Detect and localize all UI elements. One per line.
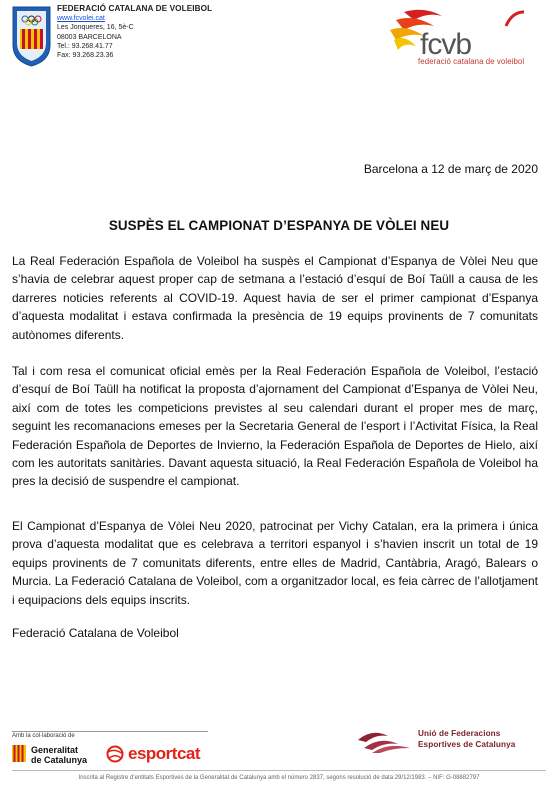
letter-title: SUSPÈS EL CAMPIONAT D’ESPANYA DE VÒLEI NEU [108, 218, 450, 233]
phone-line: Tel.: 93.268.41.77 [57, 42, 113, 50]
ufec-wordmark [418, 729, 515, 750]
postal-city-line: 08003 BARCELONA [57, 33, 122, 41]
collaboration-label: Amb la col·laboració de [12, 733, 75, 739]
fax-line: Fax: 93.268.23.36 [57, 52, 114, 60]
esportcat-wordmark: esportcat [128, 744, 201, 763]
federation-seal-icon [10, 5, 53, 67]
generalitat-line2: de Catalunya [31, 754, 88, 765]
paragraph-3: El Campionat d’Espanya de Vòlei Neu 2020, patrocinat per Vichy Catalan, era la primera i única prova d’aquesta modalitat que es celebrava a territori espanyol i s’havien inscrit un total de 19 equips provinents de 7 comunitats diferents, entre elles de Madrid, Cantàbria, Aragó, Balears o Murcia. La Federació Catalana de Voleibol, com a organitzador local, es feia càrrec de l’allotjament i equipacions dels equips inscrits. [12, 519, 538, 607]
footer-divider [12, 731, 208, 732]
ufec-logo-icon [358, 728, 410, 753]
ufec-line2: Esportives de Catalunya [418, 739, 516, 749]
logo-red-arc-icon [504, 10, 526, 28]
organization-name: FEDERACIÓ CATALANA DE VOLEIBOL [57, 4, 213, 13]
paragraph-1: La Real Federación Española de Voleibol ha suspès el Campionat d’Espanya de Vòlei Neu que s’havia de celebrar aquest proper cap de setmana a l’estació d’esquí de Boí Taüll a causa de les darreres noticies referents al COVID-19. Aquest havia de ser el primer campionat d’Espanya d’aquesta modalitat i estava confirmada la presència de 19 equips provinents de 7 comunitats autònomes diferents. [12, 254, 538, 342]
ufec-line1: Unió de Federacions [418, 729, 501, 738]
fcvb-wordmark: fcvb [420, 28, 472, 61]
organization-address-block [57, 4, 212, 60]
letter-date: Barcelona a 12 de març de 2020 [363, 162, 538, 176]
generalitat-logo-icon [12, 745, 26, 762]
fcvb-logo [384, 6, 544, 68]
generalitat-line1: Generalitat [31, 745, 79, 755]
letter-signature: Federació Catalana de Voleibol [12, 626, 179, 640]
generalitat-wordmark [31, 746, 87, 765]
paragraph-2: Tal i com resa el comunicat oficial emès per la Real Federación Española de Voleibol, l’estació d’esquí de Boí Taüll ha notificat la proposta d’ajornament del Campionat d’Espanya de Vòlei Neu, així com de totes les competicions previstes al seu calendari durant el proper mes de març, seguint les recomanacions emeses per la Secretaria General de l’esport i l’Activitat Física, la Real Federación Española de Deportes de Invierno, la Federación Española de Deportes de Hielo, així com les autoritats sanitàries. Davant aquesta situació, la Real Federación Española de Voleibol ha pres la decisió de suspendre el campionat. [12, 364, 538, 489]
address-line: Les Jonqueres, 16, 5è-C [57, 24, 134, 32]
registry-note: Inscrita al Registre d’entitats Esportives de la Generalitat de Catalunya amb el número 2837, segons resolució de data 29/12/1983. – NIF: G-08882797 [78, 775, 480, 781]
esportcat-ball-icon [105, 745, 127, 763]
fcvb-subtitle: federació catalana de voleibol [418, 57, 525, 66]
footer-rule [12, 770, 546, 771]
organization-website-link[interactable]: www.fcvolei.cat [57, 15, 105, 23]
